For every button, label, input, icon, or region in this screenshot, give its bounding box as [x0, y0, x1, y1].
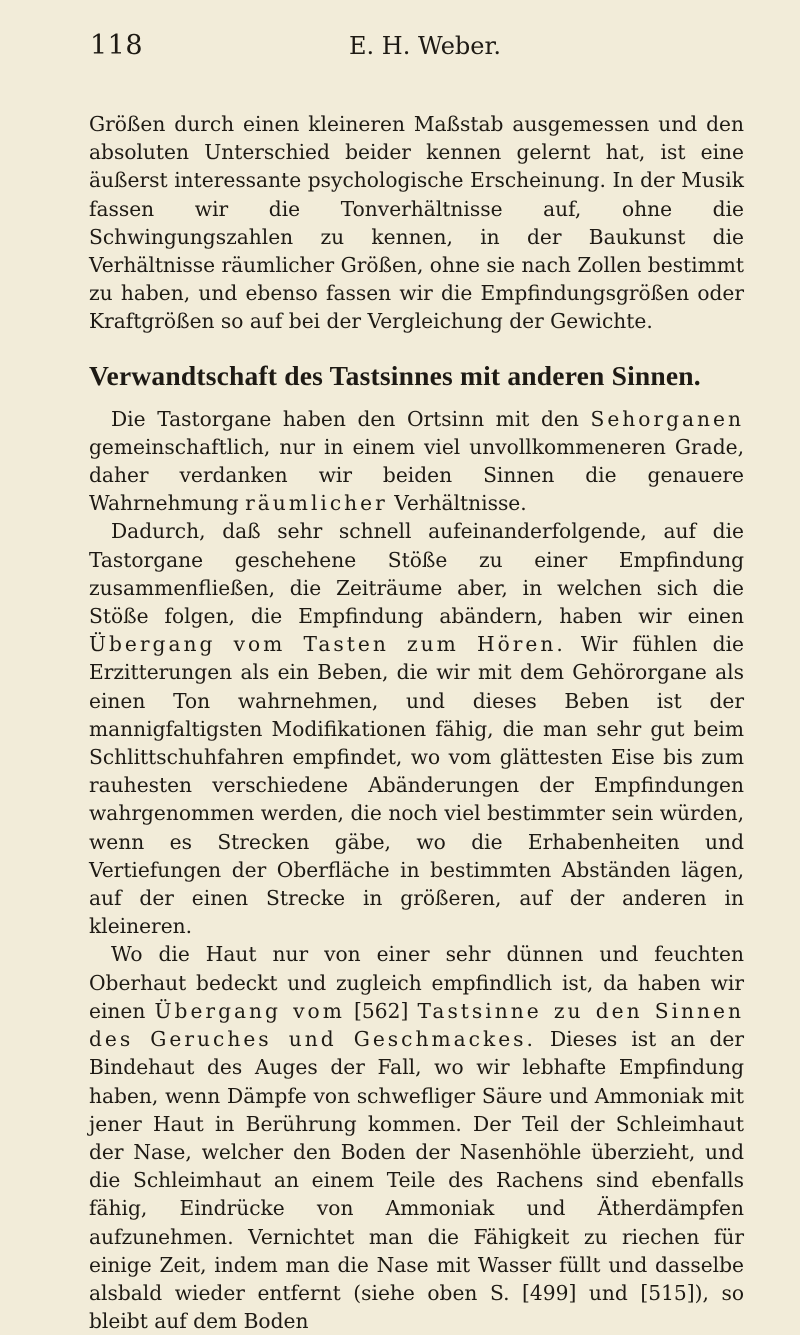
section-heading: Verwandtschaft des Tastsinnes mit anderen Sinnen.: [89, 359, 701, 391]
paragraph-3-text: Wir fühlen die Erzitterungen als ein Beben, die wir mit dem Gehörorgane als einen Ton wahrnehmen, und dieses Beben ist der mannigfaltigsten Modifikationen fähig, die man sehr gut beim Schlittschuhfahren empfindet, wo vom glättesten Eise bis zum rauhesten verschiedene Abänderungen der Empfindungen wahrgenommen werden, die noch viel bestimmter sein würden, wenn es Strecken gäbe, wo die Erhabenheiten und Vertiefungen der Oberfläche in bestimmten Abständen lägen, auf der einen Strecke in größeren, auf der anderen in kleineren.: [89, 632, 744, 939]
paragraph-2: [89, 405, 744, 518]
page-header: [90, 30, 740, 70]
paragraph-2-text: Die Tastorgane haben den Ortsinn mit den: [111, 406, 591, 431]
page-marker: [562]: [344, 998, 418, 1023]
paragraph-4-text: Dieses ist an der Bindehaut des Auges der Fall, wo wir lebhafte Empfindung haben, wenn Dämpfe von schwefliger Säure und Ammoniak mit jener Haut in Berührung kommen. Der Teil der Schleimhaut der Nase, welcher den Boden der Nasenhöhle überzieht, und die Schleimhaut an einem Teile des Rachens sind ebenfalls fähig, Eindrücke von Ammoniak und Ätherdämpfen aufzunehmen. Vernichtet man die Fähigkeit zu riechen für einige Zeit, indem man die Nase mit Wasser füllt und dasselbe alsbald wieder entfernt (siehe oben S. [499] und [515]), so bleibt auf dem Boden: [89, 1027, 744, 1334]
body-text: [89, 110, 744, 1335]
paragraph-2-text: Verhältnisse.: [387, 491, 527, 516]
paragraph-2-text: gemeinschaftlich, nur in einem viel unvollkommeneren Grade, daher verdanken wir beiden Sinnen die genauere Wahrnehmung: [89, 434, 744, 516]
spaced-term-sehorganen: Sehorganen: [590, 406, 744, 431]
paragraph-4-text: Wo die Haut nur von einer sehr dünnen und feuchten Oberhaut bedeckt und zugleich empfindlich ist, da haben wir einen: [89, 942, 744, 1023]
paragraph-4: [89, 940, 744, 1335]
page-number: 118: [90, 30, 144, 61]
spaced-term-uebergang-tasten-hoeren: Übergang vom Tasten zum Hören.: [89, 632, 566, 657]
paragraph-3-text: Dadurch, daß sehr schnell aufeinanderfolgende, auf die Tastorgane geschehene Stöße zu einer Empfindung zusammenfließen, die Zeiträume aber, in welchen sich die Stöße folgen, die Empfindung abändern, haben wir einen: [89, 519, 744, 629]
paragraph-3: [89, 517, 744, 940]
spaced-term-raeumlicher: räumlicher: [245, 491, 388, 516]
paragraph-1: Größen durch einen kleineren Maßstab ausgemessen und den absoluten Unterschied beider kennen gelernt hat, ist eine äußerst interessante psychologische Erscheinung. In der Musik fassen wir die Tonverhältnisse auf, ohne die Schwingungszahlen zu kennen, in der Baukunst die Verhältnisse räumlicher Größen, ohne sie nach Zollen bestimmt zu haben, und ebenso fassen wir die Empfindungsgrößen oder Kraftgrößen so auf bei der Vergleichung der Gewichte.: [89, 112, 744, 334]
spaced-term-tastsinne-geruch-geschmack: Tastsinne zu den Sinnen des Geruches und Geschmackes.: [89, 998, 744, 1052]
running-head: E. H. Weber.: [349, 32, 501, 60]
spaced-term-uebergang-vom: Übergang vom: [154, 998, 345, 1023]
